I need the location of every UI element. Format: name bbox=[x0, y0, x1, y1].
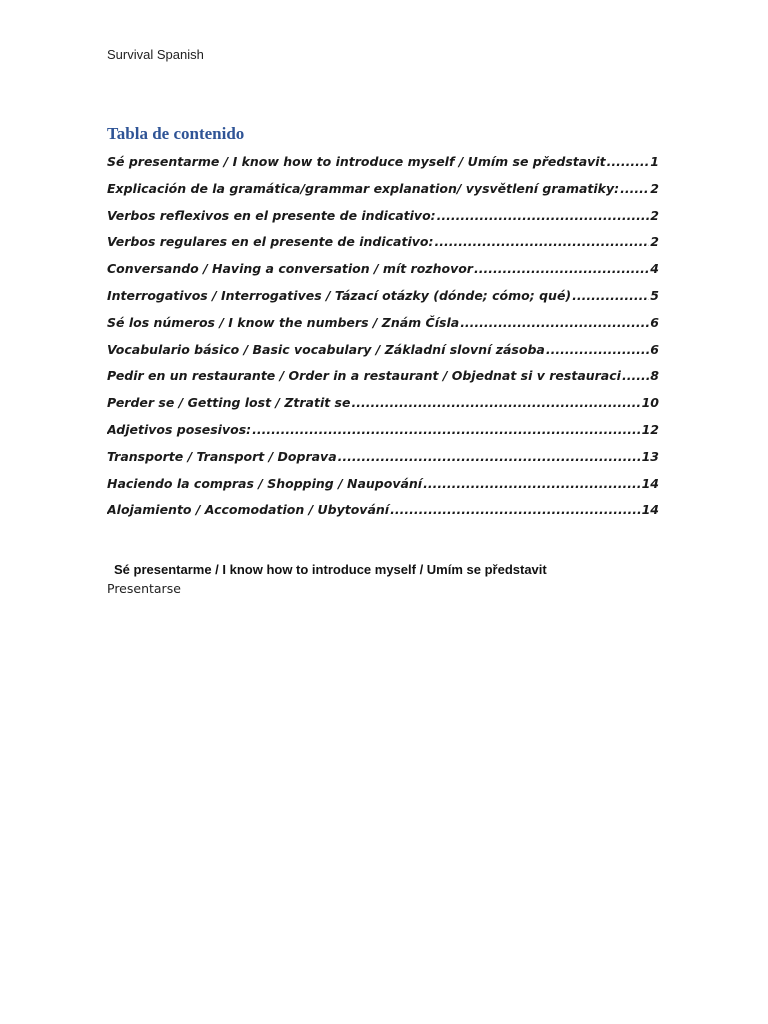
toc-entry-title: Adjetivos posesivos: bbox=[107, 421, 252, 437]
toc-entry-title: Sé los números / I know the numbers / Znám Čísla bbox=[107, 314, 460, 330]
toc-page-number: 2 bbox=[650, 234, 659, 250]
toc-dot-leader bbox=[460, 315, 649, 330]
toc-dot-leader bbox=[252, 422, 640, 437]
toc-entry-transport[interactable] bbox=[107, 449, 659, 476]
toc-page-number: 2 bbox=[650, 180, 659, 196]
toc-page-number: 8 bbox=[650, 368, 659, 384]
toc-entry-title: Transporte / Transport / Doprava bbox=[107, 448, 337, 464]
toc-entry-title: Alojamiento / Accomodation / Ubytování bbox=[107, 502, 390, 518]
toc-entry-title: Conversando / Having a conversation / mít rozhovor bbox=[107, 261, 473, 277]
toc-entry-numbers[interactable] bbox=[107, 315, 659, 342]
toc-page-number: 14 bbox=[641, 475, 659, 491]
toc-entry-reflexive-verbs[interactable] bbox=[107, 208, 659, 235]
toc-dot-leader bbox=[338, 449, 641, 464]
toc-entry-possessive-adjectives[interactable] bbox=[107, 422, 659, 449]
toc-entry-basic-vocabulary[interactable] bbox=[107, 342, 659, 369]
toc-entry-regular-verbs[interactable] bbox=[107, 234, 659, 261]
toc-page-number: 5 bbox=[650, 287, 659, 303]
toc-entry-conversation[interactable] bbox=[107, 261, 659, 288]
toc-entry-getting-lost[interactable] bbox=[107, 395, 659, 422]
toc-dot-leader bbox=[622, 368, 649, 383]
toc-page-number: 6 bbox=[650, 314, 659, 330]
table-of-contents bbox=[107, 154, 659, 529]
toc-entry-title: Perder se / Getting lost / Ztratit se bbox=[107, 395, 351, 411]
section-heading: Sé presentarme / I know how to introduce myself / Umím se představit bbox=[114, 562, 547, 577]
toc-entry-title: Explicación de la gramática/grammar explanation/ vysvětlení gramatiky: bbox=[107, 180, 620, 196]
section-body-text: Presentarse bbox=[107, 581, 181, 596]
toc-page-number: 12 bbox=[641, 421, 659, 437]
toc-dot-leader bbox=[437, 208, 650, 223]
toc-page-number: 4 bbox=[650, 261, 659, 277]
toc-page-number: 2 bbox=[650, 207, 659, 223]
toc-page-number: 6 bbox=[650, 341, 659, 357]
toc-entry-restaurant[interactable] bbox=[107, 368, 659, 395]
toc-entry-accommodation[interactable] bbox=[107, 502, 659, 529]
toc-page-number: 1 bbox=[650, 154, 659, 169]
toc-entry-title: Vocabulario básico / Basic vocabulary / Základní slovní zásoba bbox=[107, 341, 545, 357]
toc-dot-leader bbox=[351, 395, 640, 410]
toc-entry-grammar-explanation[interactable] bbox=[107, 181, 659, 208]
toc-entry-title: Verbos reflexivos en el presente de indicativo: bbox=[107, 207, 436, 223]
toc-page-number: 13 bbox=[641, 448, 659, 464]
toc-entry-interrogatives[interactable] bbox=[107, 288, 659, 315]
toc-entry-title: Verbos regulares en el presente de indicativo: bbox=[107, 234, 434, 250]
toc-entry-title: Haciendo la compras / Shopping / Naupování bbox=[107, 475, 423, 491]
toc-page-number: 10 bbox=[641, 395, 659, 411]
toc-title: Tabla de contenido bbox=[107, 124, 245, 143]
toc-dot-leader bbox=[546, 342, 649, 357]
toc-page-number: 14 bbox=[641, 502, 659, 518]
toc-entry-title: Sé presentarme / I know how to introduce myself / Umím se představit bbox=[107, 154, 606, 169]
toc-entry-title: Interrogativos / Interrogatives / Tázací otázky (dónde; cómo; qué) bbox=[107, 287, 572, 303]
page-header: Survival Spanish bbox=[107, 47, 204, 62]
toc-dot-leader bbox=[607, 154, 650, 169]
toc-entry-introduce[interactable] bbox=[107, 154, 659, 181]
toc-dot-leader bbox=[390, 502, 641, 517]
toc-dot-leader bbox=[434, 234, 649, 249]
toc-entry-title: Pedir en un restaurante / Order in a restaurant / Objednat si v restauraci bbox=[107, 368, 621, 384]
toc-dot-leader bbox=[474, 261, 649, 276]
toc-dot-leader bbox=[620, 181, 649, 196]
toc-dot-leader bbox=[423, 476, 641, 491]
toc-entry-shopping[interactable] bbox=[107, 476, 659, 503]
toc-dot-leader bbox=[572, 288, 649, 303]
